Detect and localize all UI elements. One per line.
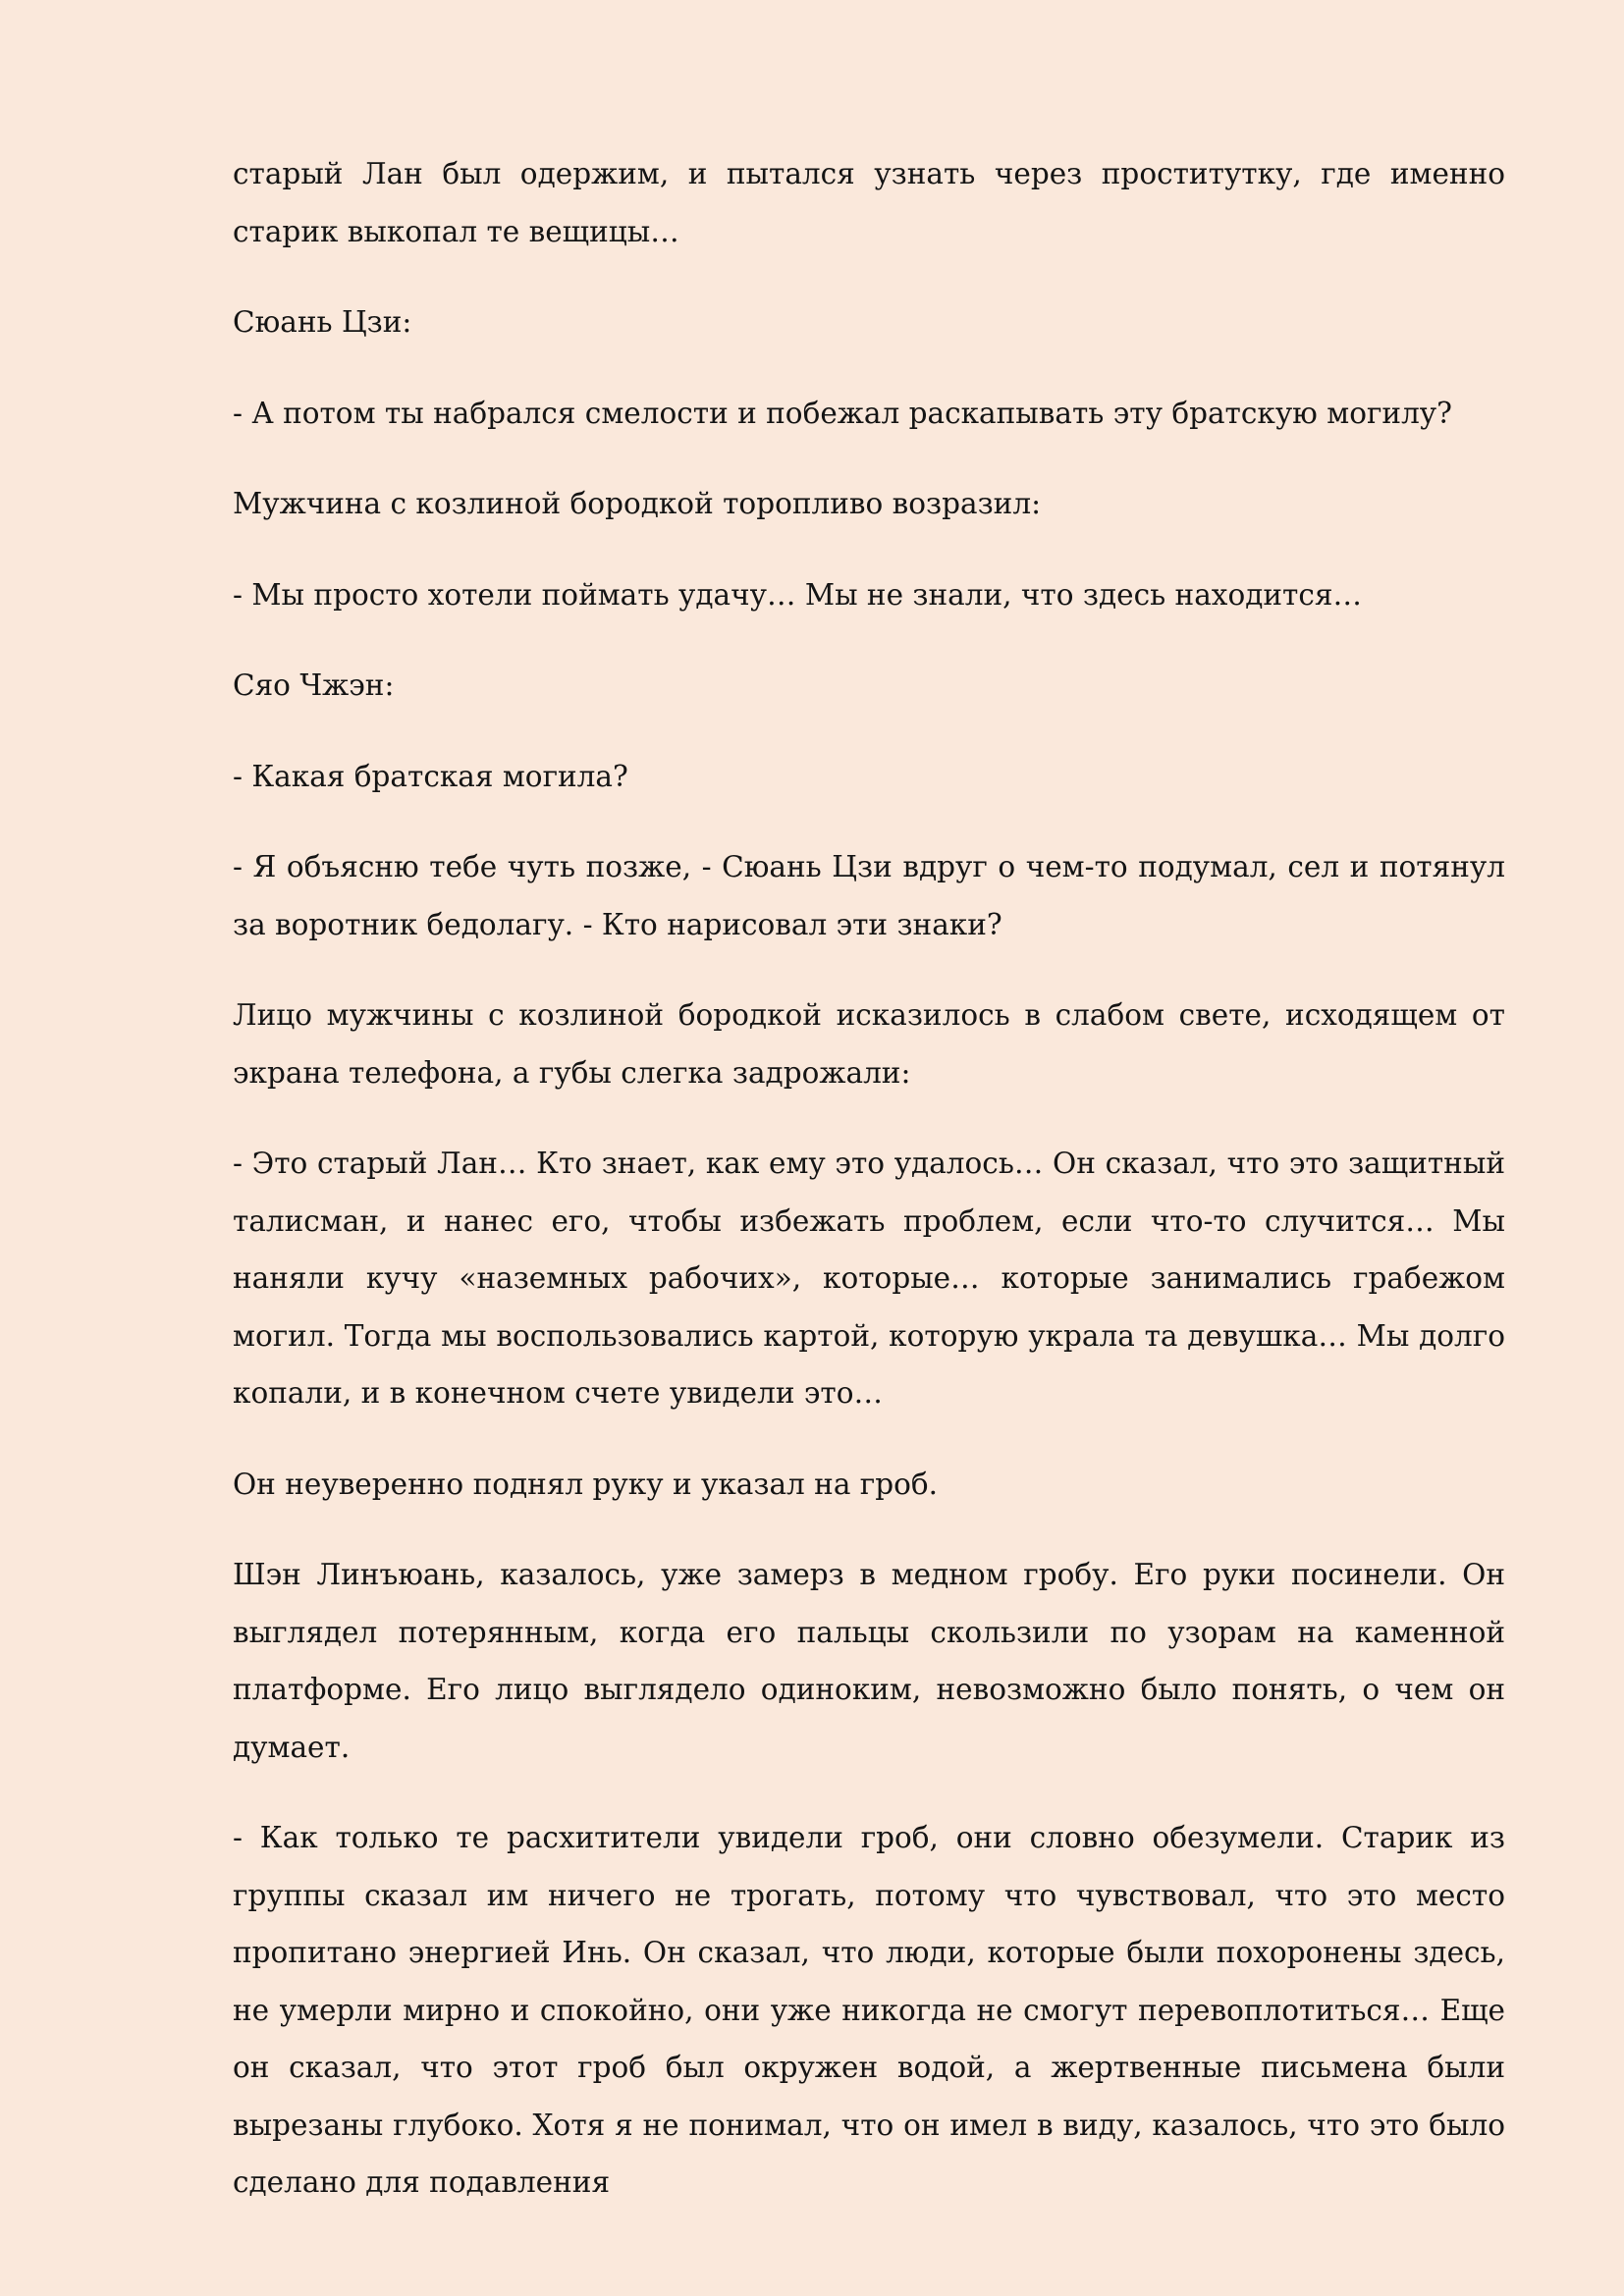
paragraph-5: - Мы просто хотели поймать удачу… Мы не знали, что здесь находится…	[233, 577, 1362, 612]
paragraph-3: - А потом ты набрался смелости и побежал раскапывать эту братскую могилу?	[233, 396, 1452, 430]
paragraph-10: - Это старый Лан… Кто знает, как ему это удалось… Он сказал, что это защитный талисман, и нанес его, чтобы избежать проблем, если что-то случится… Мы наняли кучу «наземных рабочих», которые… которые занимались грабежом могил. Тогда мы воспользовались картой, которую украла та девушка… Мы долго копали, и в конечном счете увидели это…	[233, 1147, 1505, 1410]
document-page	[233, 145, 1505, 2212]
paragraph-1: старый Лан был одержим, и пытался узнать через проститутку, где именно старик выкопал те вещицы…	[233, 157, 1505, 248]
paragraph-11: Он неуверенно поднял руку и указал на гроб.	[233, 1467, 939, 1501]
paragraph-8: - Я объясню тебе чуть позже, - Сюань Цзи вдруг о чем-то подумал, сел и потянул за воротник бедолагу. - Кто нарисовал эти знаки?	[233, 850, 1505, 941]
paragraph-2: Сюань Цзи:	[233, 305, 412, 339]
paragraph-13: - Как только те расхитители увидели гроб, они словно обезумели. Старик из группы сказал им ничего не трогать, потому что чувствовал, что это место пропитано энергией Инь. Он сказал, что люди, которые были похоронены здесь, не умерли мирно и спокойно, они уже никогда не смогут перевоплотиться… Еще он сказал, что этот гроб был окружен водой, а жертвенные письмена были вырезаны глубоко. Хотя я не понимал, что он имел в виду, казалось, что это было сделано для подавления	[233, 1821, 1505, 2199]
paragraph-4: Мужчина с козлиной бородкой торопливо возразил:	[233, 487, 1042, 520]
paragraph-9: Лицо мужчины с козлиной бородкой исказилось в слабом свете, исходящем от экрана телефона, а губы слегка задрожали:	[233, 998, 1505, 1090]
paragraph-6: Сяо Чжэн:	[233, 668, 395, 702]
paragraph-7: - Какая братская могила?	[233, 759, 628, 793]
paragraph-12: Шэн Линъюань, казалось, уже замерз в медном гробу. Его руки посинели. Он выглядел потерянным, когда его пальцы скользили по узорам на каменной платформе. Его лицо выглядело одиноким, невозможно было понять, о чем он думает.	[233, 1558, 1505, 1764]
